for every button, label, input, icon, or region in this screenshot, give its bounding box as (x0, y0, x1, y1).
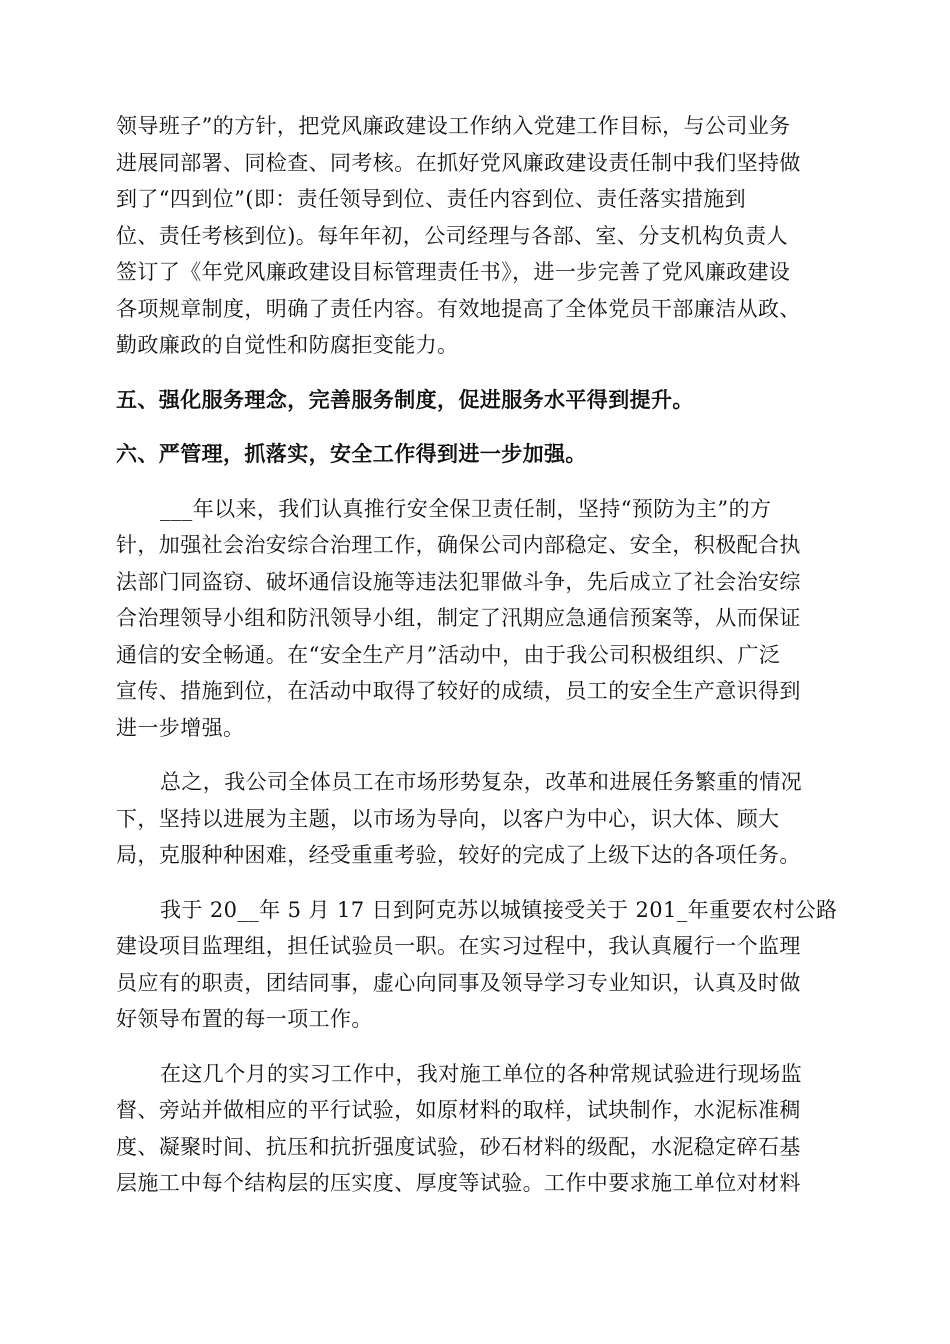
paragraph-line: 总之，我公司全体员工在市场形势复杂，改革和进展任务繁重的情况 (160, 770, 802, 794)
paragraph-line: 好领导布置的每一项工作。 (116, 1007, 373, 1031)
paragraph-line: 建设项目监理组，担任试验员一职。在实习过程中，我认真履行一个监理 (116, 934, 801, 958)
paragraph-line: 层施工中每个结构层的压实度、厚度等试验。工作中要求施工单位对材料 (116, 1171, 801, 1195)
paragraph-gap (116, 874, 836, 892)
paragraph-line: 通信的安全畅通。在“安全生产月”活动中，由于我公司积极组织、广泛 (116, 642, 781, 667)
paragraph-line: 员应有的职责，团结同事，虚心向同事及领导学习专业知识，认真及时做 (116, 970, 801, 995)
paragraph-line: 法部门同盗窃、破坏通信设施等违法犯罪做斗争，先后成立了社会治安综 (116, 569, 801, 594)
paragraph-line: 合治理领导小组和防汛领导小组，制定了汛期应急通信预案等，从而保证 (116, 606, 801, 630)
section-heading-text: 五、强化服务理念，完善服务制度，促进服务水平得到提升。 (116, 387, 694, 412)
document-page (116, 108, 836, 1202)
paragraph-line: 针，加强社会治安综合治理工作，确保公司内部稳定、安全，积极配合执 (116, 533, 801, 557)
paragraph-line: 度、凝聚时间、抗压和抗折强度试验，砂石材料的级配，水泥稳定碎石基 (116, 1134, 801, 1159)
paragraph (116, 764, 836, 874)
paragraph-gap (116, 418, 836, 436)
paragraph (116, 491, 836, 747)
paragraph-line: 签订了《年党风廉政建设目标管理责任书》，进一步完善了党风廉政建设 (116, 260, 791, 284)
section-heading (116, 382, 836, 419)
paragraph-line: 进展同部署、同检查、同考核。在抓好党风廉政建设责任制中我们坚持做 (116, 150, 801, 175)
section-heading-text: 六、严管理，抓落实，安全工作得到进一步加强。 (116, 442, 587, 466)
paragraph-line: 领导班子”的方针，把党风廉政建设工作纳入党建工作目标，与公司业务 (116, 114, 791, 138)
paragraph-line: 下，坚持以进展为主题，以市场为导向，以客户为中心，识大体、顾大 (116, 806, 780, 831)
paragraph-line: 位、责任考核到位)。每年年初，公司经理与各部、室、分支机构负责人 (116, 223, 788, 248)
paragraph-line: 进一步增强。 (116, 715, 245, 740)
paragraph-line: 在这几个月的实习工作中，我对施工单位的各种常规试验进行现场监 (160, 1061, 802, 1086)
section-heading (116, 436, 836, 473)
paragraph-line: 勤政廉政的自觉性和防腐拒变能力。 (116, 333, 459, 357)
paragraph-line: 各项规章制度，明确了责任内容。有效地提高了全体党员干部廉洁从政、 (116, 296, 801, 321)
paragraph-line: 到了“四到位”(即：责任领导到位、责任内容到位、责任落实措施到 (116, 187, 747, 211)
paragraph (116, 892, 836, 1038)
paragraph-line: 我于 20__年 5 月 17 日到阿克苏以城镇接受关于 201_年重要农村公路 (160, 897, 838, 922)
paragraph-gap (116, 473, 836, 491)
paragraph-line: ___年以来，我们认真推行安全保卫责任制，坚持“预防为主”的方 (160, 496, 772, 521)
paragraph-line: 宣传、措施到位，在活动中取得了较好的成绩，员工的安全生产意识得到 (116, 679, 801, 703)
paragraph-line: 局，克服种种困难，经受重重考验，较好的完成了上级下达的各项任务。 (116, 843, 801, 867)
paragraph-gap (116, 1038, 836, 1056)
paragraph (116, 108, 836, 364)
paragraph-line: 督、旁站并做相应的平行试验，如原材料的取样，试块制作，水泥标准稠 (116, 1098, 801, 1122)
paragraph-gap (116, 746, 836, 764)
paragraph-gap (116, 364, 836, 382)
paragraph (116, 1056, 836, 1202)
